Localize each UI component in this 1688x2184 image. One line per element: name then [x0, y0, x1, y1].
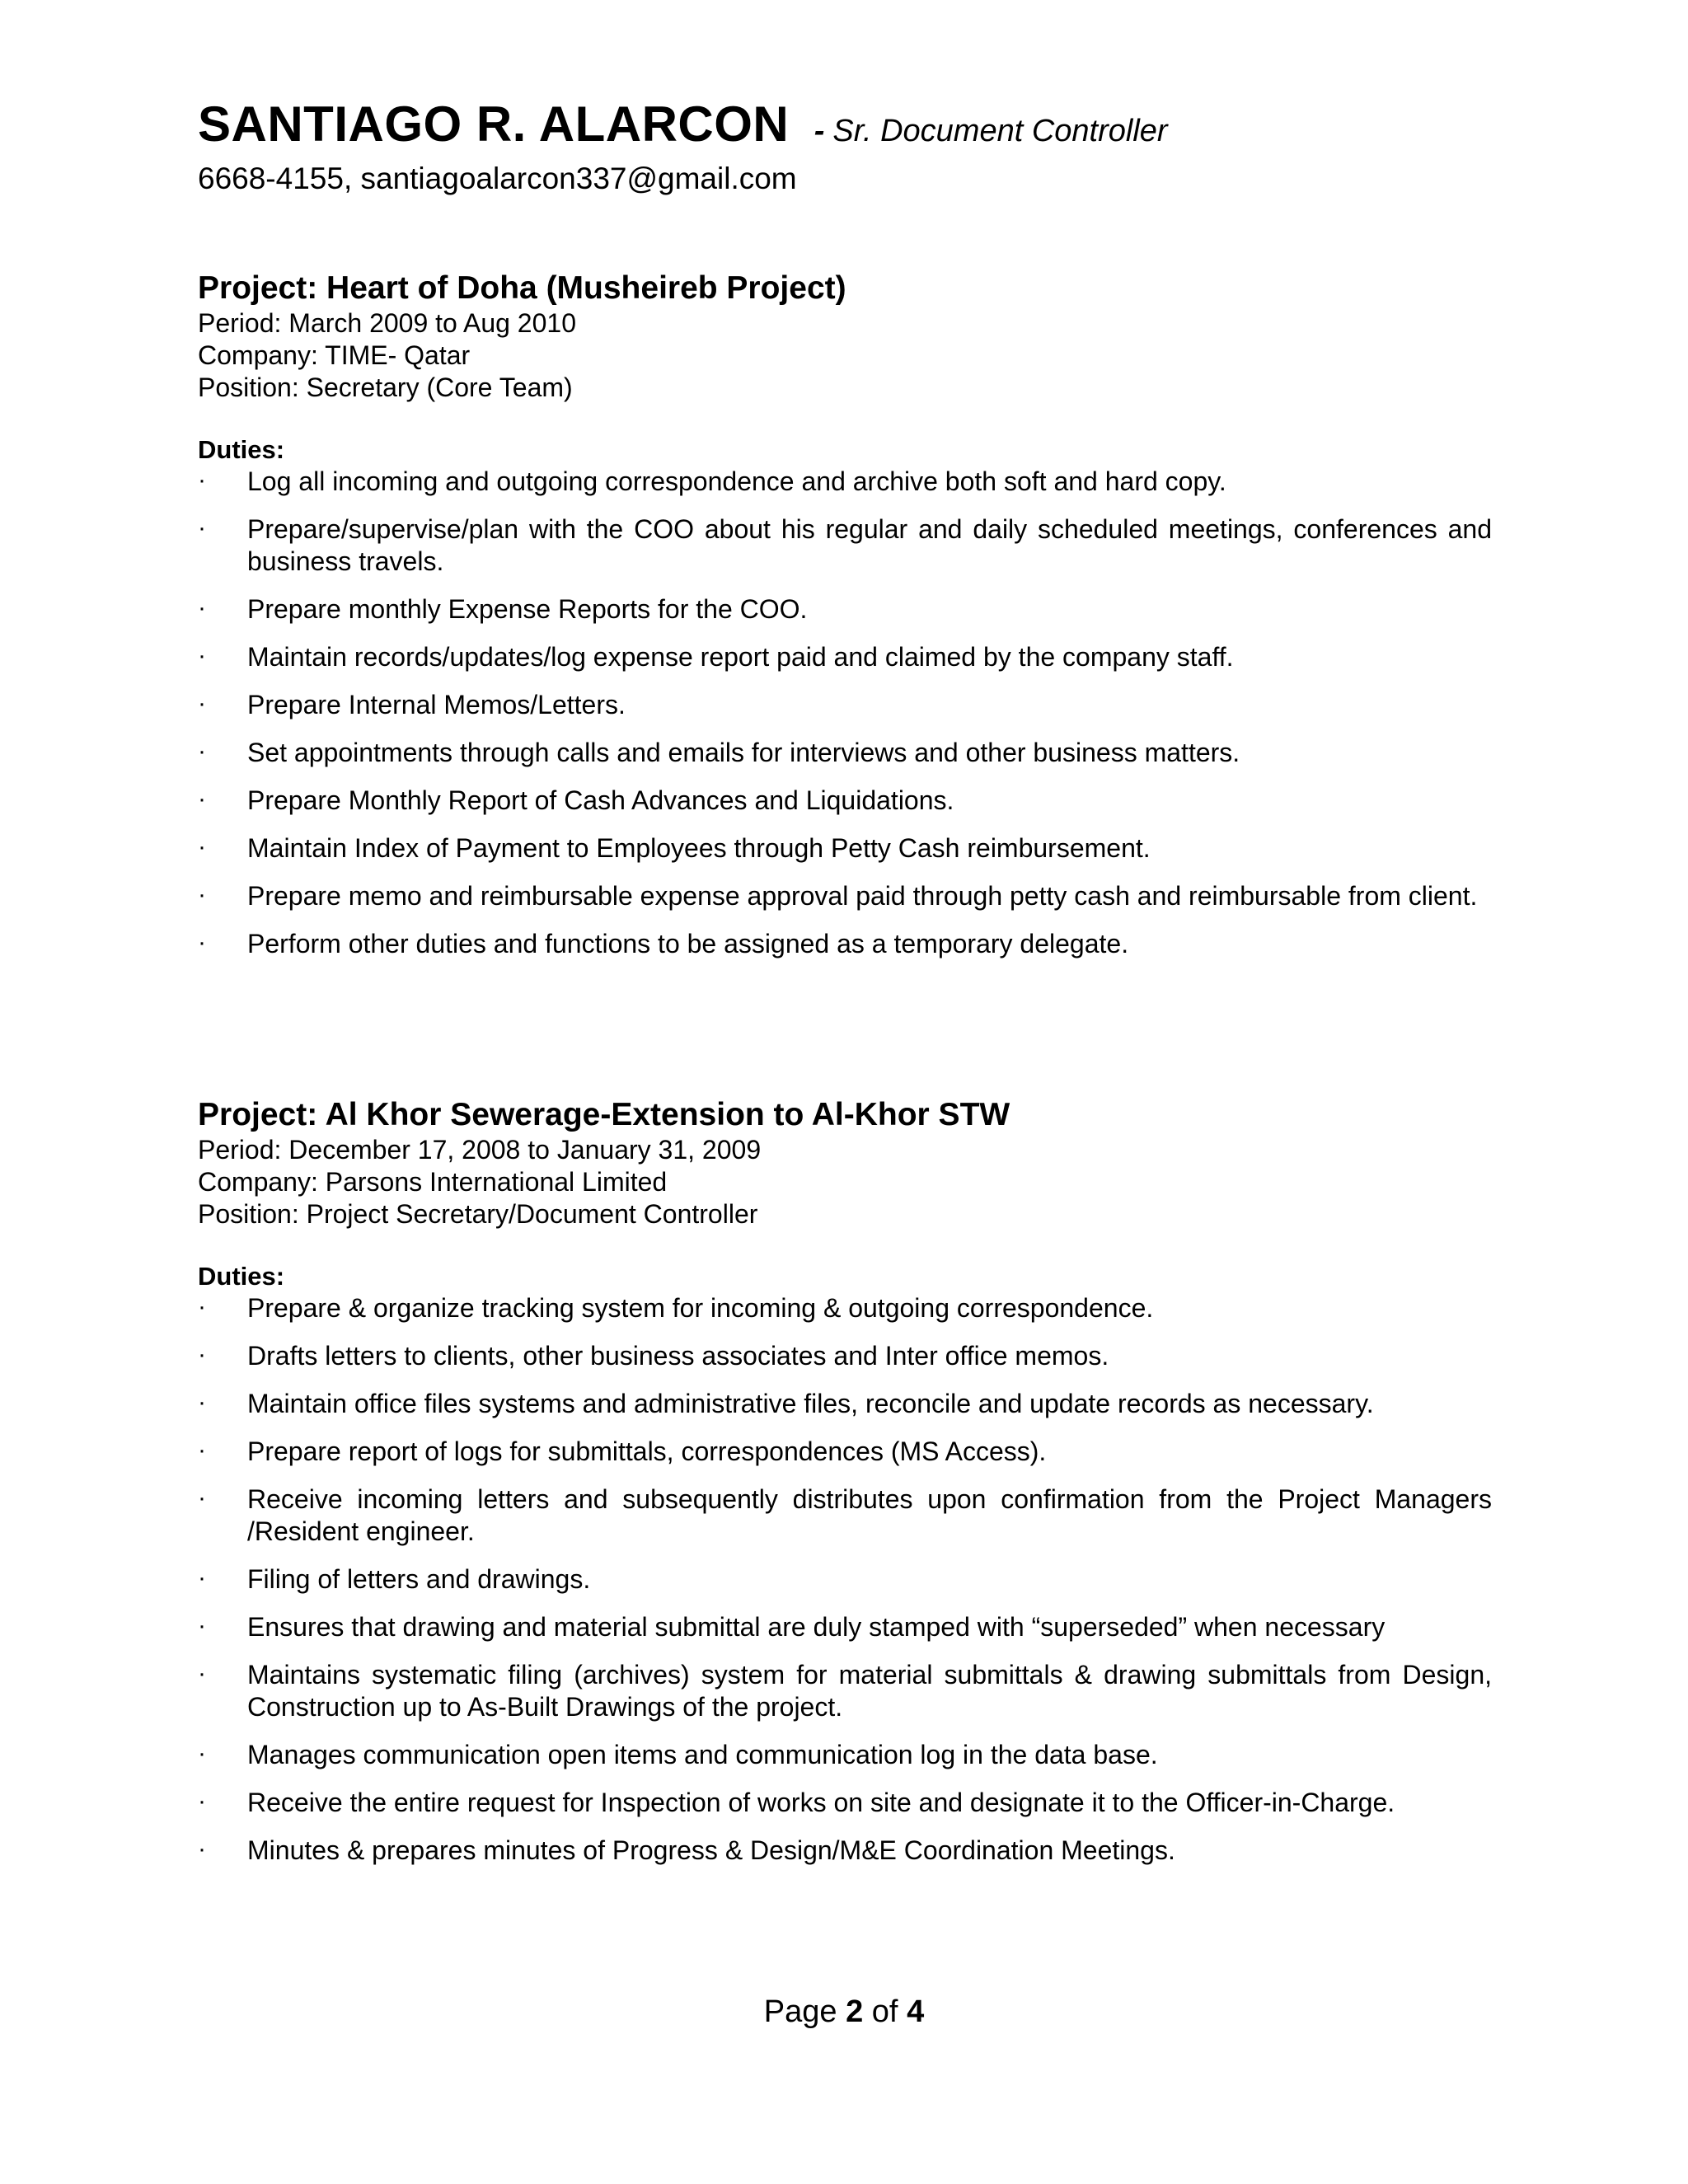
duties-list: [198, 1292, 1492, 1867]
bullet-icon: ·: [198, 1484, 206, 1511]
project-position: Position: Project Secretary/Document Controller: [198, 1199, 758, 1229]
current-page-number: 2: [846, 1994, 864, 2029]
list-item: · Receive the entire request for Inspection of works on site and designate it to the Officer-in-Charge.: [198, 1788, 1395, 1817]
bullet-icon: ·: [198, 690, 206, 717]
bullet-icon: ·: [198, 594, 206, 621]
list-item: · Prepare Internal Memos/Letters.: [198, 690, 626, 719]
list-item: · Log all incoming and outgoing correspondence and archive both soft and hard copy.: [198, 466, 1226, 496]
list-item: · Maintain office files systems and administrative files, reconcile and update records as necessary.: [198, 1389, 1374, 1418]
project-period: Period: December 17, 2008 to January 31, 2009: [198, 1135, 762, 1165]
list-item: · Minutes & prepares minutes of Progress & Design/M&E Coordination Meetings.: [198, 1835, 1175, 1865]
bullet-icon: ·: [198, 785, 206, 813]
page-word: Page: [763, 1994, 837, 2029]
bullet-icon: ·: [198, 738, 206, 765]
bullet-icon: ·: [198, 1293, 206, 1320]
project-period: Period: March 2009 to Aug 2010: [198, 308, 576, 338]
resume-header: [198, 96, 1168, 152]
bullet-icon: ·: [198, 514, 206, 541]
project-position: Position: Secretary (Core Team): [198, 373, 573, 402]
total-pages-number: 4: [907, 1994, 925, 2029]
list-item: · Maintain Index of Payment to Employees through Petty Cash reimbursement.: [198, 833, 1151, 863]
duties-list: [198, 466, 1492, 960]
list-item: · Prepare Monthly Report of Cash Advances and Liquidations.: [198, 785, 954, 815]
project-company: Company: Parsons International Limited: [198, 1167, 668, 1197]
bullet-icon: ·: [198, 1612, 206, 1639]
list-item: · Drafts letters to clients, other business associates and Inter office memos.: [198, 1341, 1109, 1371]
list-item: · Manages communication open items and communication log in the data base.: [198, 1740, 1158, 1769]
applicant-name: SANTIAGO R. ALARCON: [198, 96, 790, 152]
duties-label: Duties:: [198, 435, 285, 464]
list-item: · Filing of letters and drawings.: [198, 1564, 591, 1594]
list-item: · Set appointments through calls and emails for interviews and other business matters.: [198, 738, 1240, 767]
project-company: Company: TIME- Qatar: [198, 340, 471, 370]
bullet-icon: ·: [198, 881, 206, 908]
bullet-icon: ·: [198, 1341, 206, 1368]
list-item: · Maintains systematic filing (archives) system for material submittals & drawing submittals from Design, Construction up to As-Built Drawings of the project.: [198, 1660, 1492, 1722]
title-dash: -: [814, 114, 825, 148]
list-item: · Receive incoming letters and subsequently distributes upon confirmation from the Project Managers /Resident engineer.: [198, 1484, 1492, 1546]
bullet-icon: ·: [198, 1389, 206, 1416]
project-section-2: [198, 1096, 1492, 1882]
project-section-1: [198, 269, 1492, 976]
list-item: · Perform other duties and functions to be assigned as a temporary delegate.: [198, 929, 1129, 958]
bullet-icon: ·: [198, 642, 206, 669]
bullet-icon: ·: [198, 466, 206, 494]
list-item: · Prepare & organize tracking system for incoming & outgoing correspondence.: [198, 1293, 1154, 1323]
job-title: [814, 114, 1168, 148]
contact-info: 6668-4155, santiagoalarcon337@gmail.com: [198, 162, 797, 195]
list-item: · Prepare/supervise/plan with the COO about his regular and daily scheduled meetings, conferences and business travels.: [198, 514, 1492, 576]
bullet-icon: ·: [198, 1788, 206, 1815]
bullet-icon: ·: [198, 1436, 206, 1464]
page-footer: [0, 1994, 1688, 2030]
list-item: · Ensures that drawing and material submittal are duly stamped with “superseded” when necessary: [198, 1612, 1386, 1642]
duties-label: Duties:: [198, 1262, 285, 1291]
list-item: · Prepare memo and reimbursable expense approval paid through petty cash and reimbursable from client.: [198, 881, 1478, 911]
list-item: · Prepare monthly Expense Reports for the COO.: [198, 594, 808, 624]
bullet-icon: ·: [198, 929, 206, 956]
job-title-text: Sr. Document Controller: [832, 114, 1168, 148]
bullet-icon: ·: [198, 1740, 206, 1767]
bullet-icon: ·: [198, 1660, 206, 1687]
project-title: Project: Heart of Doha (Musheireb Project): [198, 270, 846, 306]
list-item: · Prepare report of logs for submittals, correspondences (MS Access).: [198, 1436, 1047, 1466]
project-title: Project: Al Khor Sewerage-Extension to Al-Khor STW: [198, 1097, 1010, 1132]
bullet-icon: ·: [198, 1564, 206, 1591]
bullet-icon: ·: [198, 833, 206, 860]
of-word: of: [871, 1994, 898, 2029]
list-item: · Maintain records/updates/log expense report paid and claimed by the company staff.: [198, 642, 1234, 672]
bullet-icon: ·: [198, 1835, 206, 1863]
